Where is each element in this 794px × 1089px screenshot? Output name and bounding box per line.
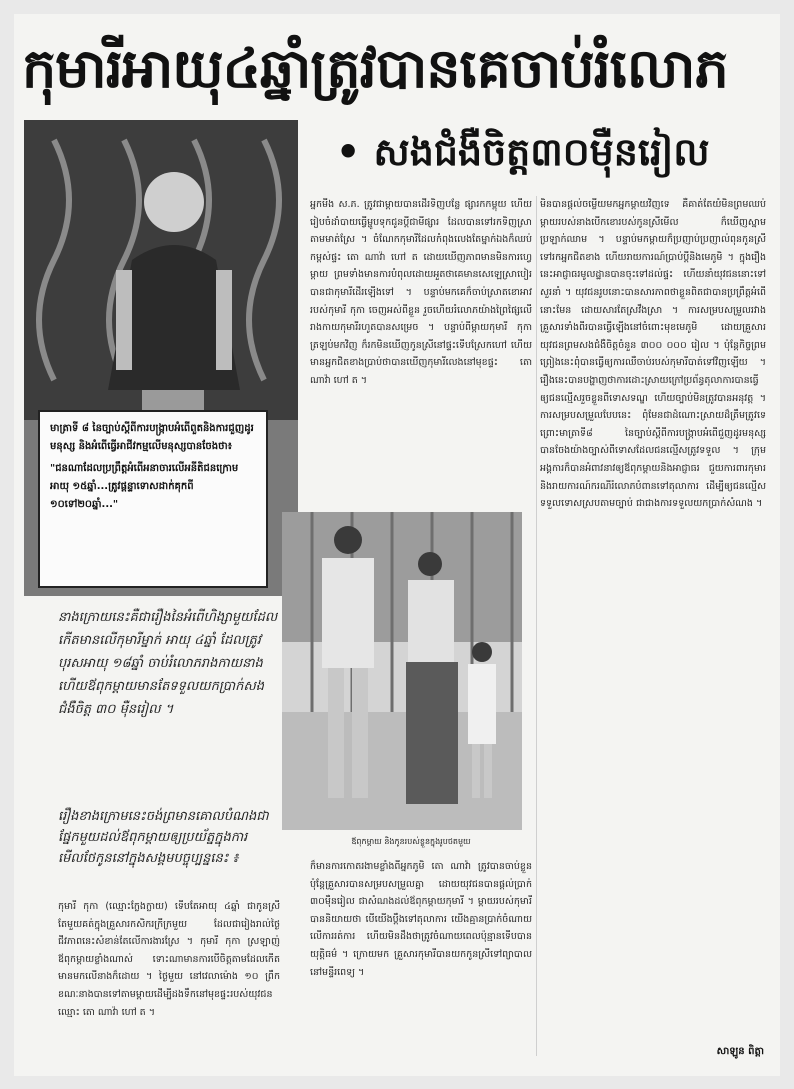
legal-quote-box <box>38 410 268 588</box>
body-column-middle: អ្នកមីង ស.ភ. ត្រូវជាម្តាយបានដើរទិញបន្លែ ផ្សារកកម្ពុយ ហើយរៀបចំដាំបាយធ្វើម្ហូបទុកជូនប្តីជាមីផ្សារ ដែលបានទៅរកទិញស្រាតាមមាត់ស្រែ ។ ចំណែកកុមារីដែលកំពុងលេងតែម្នាក់ឯងក៏ឈប់កម្ពស់ផ្ទះ តោ ណាវ៉ា ហៅ ត ដោយឃើញភាពមានមិនការហ្វេម្តាយ ព្រមទាំងមានការបំពុលដោយអួតថាគេមានសេឡេស្រាបៀរ បានជាកុមារីដើរឡើងទៅ ។ បន្ទាប់មកគេក៏ចាប់ស្រាតខោអាវរបស់កុមារី កុកា ចេញអស់ពីខ្លួន រួចហើយរំលោភយ៉ាងព្រៃផ្សៃលើរាងកាយកុមារីរហូតបានសម្រេច ។ បន្ទាប់ពីម្តាយកុមារី កុកា ត្រឡប់មកវិញ ក៏រកមិនឃើញកូនស្រីនៅផ្ទះទើបស្រែកហៅ ហើយមានអ្នកជិតខាងប្រាប់ថាបានឃើញកុមារីលេងនៅមុខផ្ទះ តោ ណាវ៉ា ហៅ ត ។ <box>310 199 532 386</box>
quote-text: "ជនណាដែលប្រព្រឹត្តអំពើអនាចារលើអនីតិជនក្រោមអាយុ ១៥ឆ្នាំ...ត្រូវផ្តន្ទាទោសដាក់គុកពី ១០ទៅ២០ឆ្នាំ..." <box>50 463 239 510</box>
lead-paragraph: នាងក្រោយនេះគឺជារឿងនៃអំពើហិង្សាមួយដែលកើតមានលើកុមារីម្នាក់ អាយុ ៤ឆ្នាំ ដែលត្រូវបុរសអាយុ ១៨ឆ្នាំ ចាប់រំលោភរាងកាយនាង ហើយឪពុកម្តាយមានតែទទួលយកប្រាក់សងជំងឺចិត្ត ៣០ ម៉ឺនរៀល ។ <box>58 610 278 717</box>
lead-paragraph-2: រឿងខាងក្រោមនេះចង់ព្រមានគោលបំណងជាផ្នែកមួយដល់ឪពុកម្តាយឲ្យប្រយ័ត្នក្នុងការមើលថែកូននៅក្នុងសង្គមបច្ចុប្បន្ននេះ ៖ <box>58 809 269 866</box>
body-column-left: កុមារី កុកា (ឈ្មោះក្លែងក្លាយ) ទើបតែអាយុ ៤ឆ្នាំ ជាកូនស្រីតែមួយគត់ក្នុងគ្រួសារកសិករក្រីក្រមួយ ដែលជារៀងរាល់ថ្ងៃជីវភាពនេះសំខាន់តែលើការងារស្រែ ។ កុមារី កុកា ស្រឡាញ់ឪពុកម្តាយខ្លាំងណាស់ ទោះណាមានការបើចិត្តតាមដែលកើតមានមកលើនាងក៏ដោយ ។ ថ្ងៃមួយ នៅវេលាម៉ោង ១០ ព្រឹក ខណៈនាងបានទៅតាមម្តាយដើម្បីដងទឹកនៅមុខផ្ទះរបស់យុវជនឈ្មោះ តោ ណាវ៉ា ហៅ ត ។ <box>58 901 280 1018</box>
column-divider <box>536 196 537 1056</box>
family-photo <box>282 512 522 830</box>
article-subheadline: • សងជំងឺចិត្ត៣០ម៉ឺនរៀល <box>336 130 710 174</box>
quote-lead: មាត្រាទី ៨ នៃច្បាប់ស្តីពីការបង្ក្រាបអំពើពួតនិងការជួញដូរមនុស្ស និងអំពើធ្វើអាជីវកម្មលើមនុស្សបានចែងថា៖ <box>50 423 254 452</box>
body-column-middle-lower: ក៏មានការកោតរងាមខ្លាំងពីអ្នកភូមិ តោ ណាវ៉ា ត្រូវបានចាប់ខ្លួន ប៉ុន្តែគ្រួសារបានសម្របសម្រួលគ្នា ដោយយុវជនបានផ្តល់ប្រាក់ ៣០ម៉ឺនរៀល ជាសំណងដល់ឪពុកម្តាយកុមារី ។ ម្តាយរបស់កុមារីបាននិយាយថា បើយើងប្តឹងទៅតុលាការ យើងគ្មានប្រាក់ចំណាយលើការរត់ការ ហើយមិនដឹងថាត្រូវចំណាយពេលប៉ុន្មានទើបបានយុត្តិធម៌ ។ ក្រោយមក គ្រួសារកុមារីបានយកកូនស្រីទៅព្យាបាលនៅមន្ទីរពេទ្យ ។ <box>310 861 532 978</box>
body-column-right: មិនបានផ្តល់ចម្លើយមកអ្នកម្តាយវិញទេ គឺគាត់តែយំមិនព្រមឈប់ ម្តាយរបស់នាងបើកខោរបស់កូនស្រីមើល ក៏ឃើញស្នាមប្រឡាក់ឈាម ។ បន្ទាប់មកម្តាយក៏ប្រញាប់ប្រញាល់ពុនកូនស្រីទៅរកអ្នកជិតខាង ហើយរាយការណ៍ប្រាប់ប្តីនិងមេភូមិ ។ ក្នុងរឿងនេះអាជ្ញាធរមូលដ្ឋានបានចុះទៅដល់ផ្ទះ ហើយនាំយុវជននោះទៅសួរនាំ ។ យុវជនរូបនោះបានសារភាពថាខ្លួនពិតជាបានប្រព្រឹត្តអំពើនោះមែន ដោយសារតែស្រវឹងស្រា ។ ការសម្របសម្រួលរវាងគ្រួសារទាំងពីរបានធ្វើឡើងនៅចំពោះមុខមេភូមិ ដោយគ្រួសារយុវជនព្រមសងជំងឺចិត្តចំនួន ៣០០ ០០០ រៀល ។ ប៉ុន្តែកិច្ចព្រមព្រៀងនេះពុំបានធ្វើឲ្យការឈឺចាប់របស់កុមារីបាត់ទៅវិញឡើយ ។ រឿងនេះបានបង្ហាញថាការដោះស្រាយក្រៅប្រព័ន្ធតុលាការបានធ្វើឲ្យជនល្មើសរួចខ្លួនពីទោសទណ្ឌ ហើយច្បាប់មិនត្រូវបានអនុវត្ត ។ ការសម្របសម្រួលបែបនេះ ពុំមែនជាដំណោះស្រាយដ៏ត្រឹមត្រូវទេ ព្រោះមាត្រាទី៨ នៃច្បាប់ស្តីពីការបង្ក្រាបអំពើជួញដូរមនុស្ស បានចែងយ៉ាងច្បាស់ពីទោសដែលជនល្មើសត្រូវទទួល ។ ក្រុមអង្គការក៏បានអំពាវនាវឲ្យឪពុកម្តាយនិងអាជ្ញាធរ ជួយការពារកុមារ និងរាយការណ៍ករណីរំលោភបំពានទៅតុលាការ ដើម្បីឲ្យជនល្មើសទទួលទោសស្របតាមច្បាប់ ជាជាងការទទួលយកប្រាក់សំណង ។ <box>540 199 766 510</box>
article-headline: កុមារីអាយុ៤ឆ្នាំត្រូវបានគេចាប់រំលោភ <box>22 37 728 100</box>
article-byline: សាឡូន ពិត្ដា <box>716 1046 764 1057</box>
family-photo-caption: ឪពុកម្តាយ និងកូនរបស់ខ្លួនក្នុងរូបថតមួយ <box>351 837 471 846</box>
